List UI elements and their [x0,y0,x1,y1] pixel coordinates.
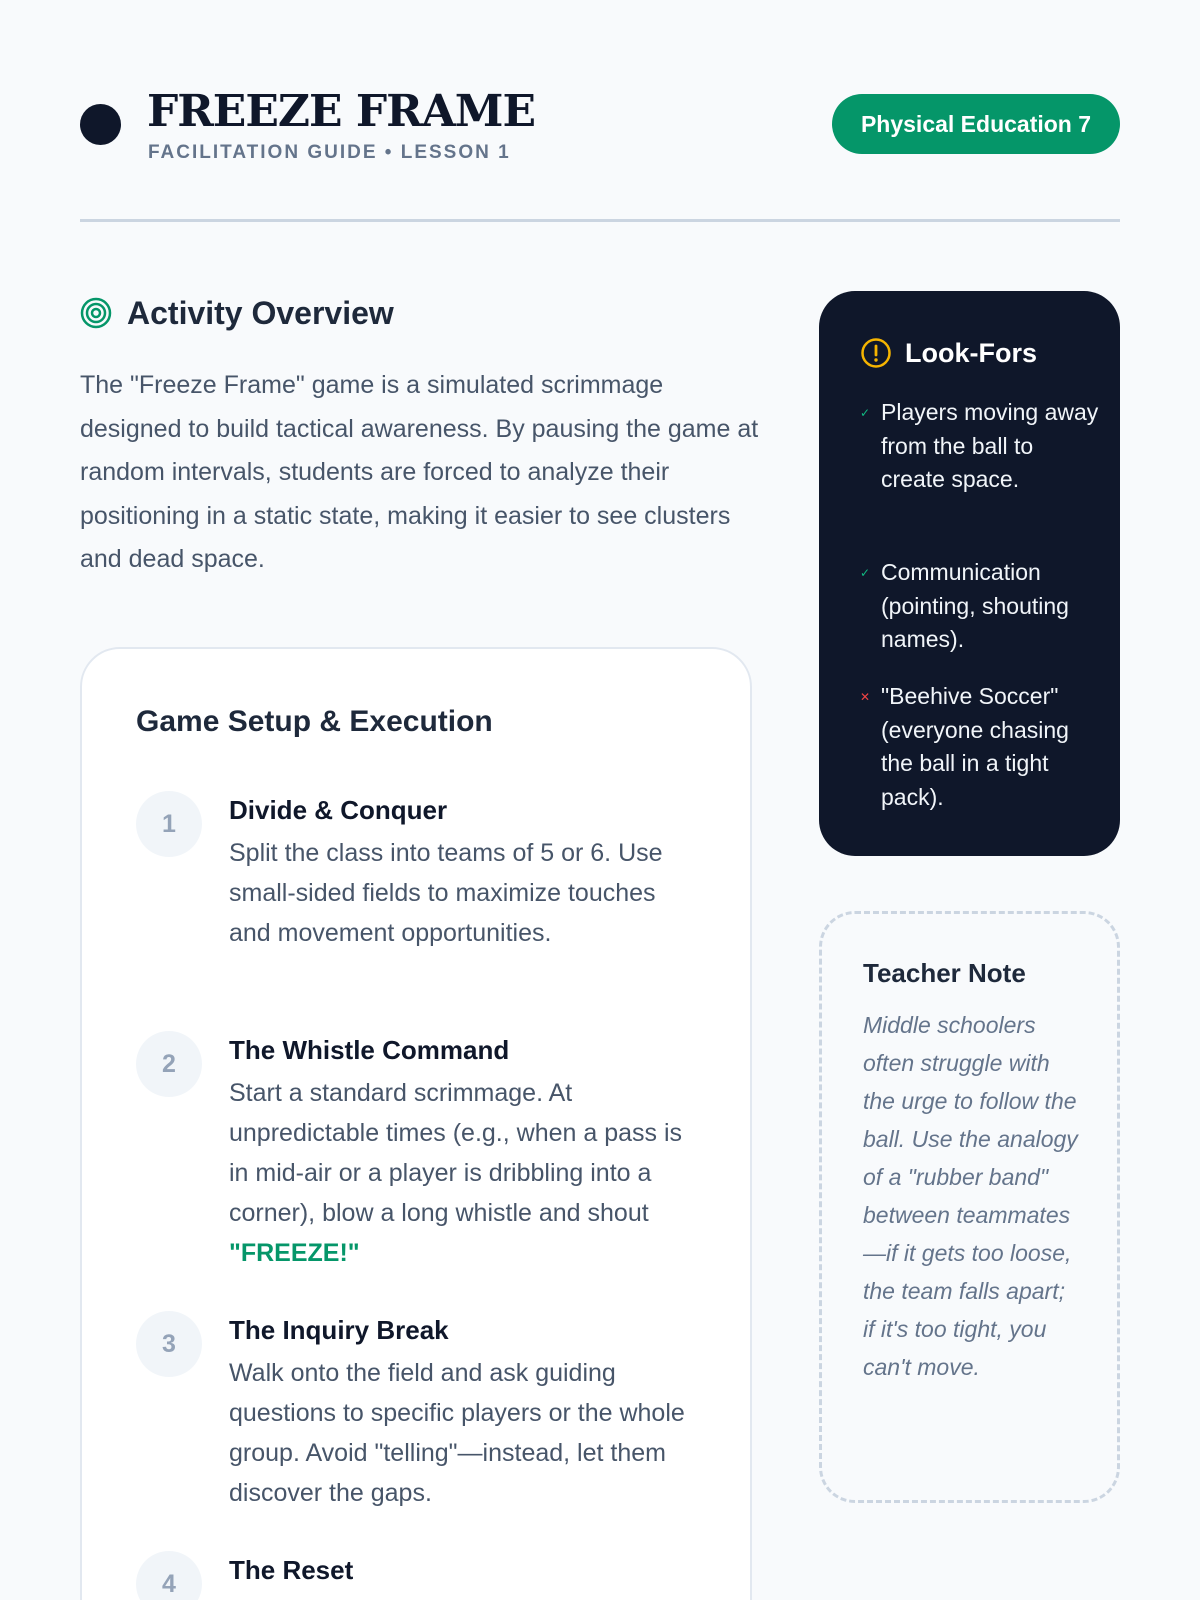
check-icon: ✓ [860,566,871,580]
page-subtitle: FACILITATION GUIDE • LESSON 1 [148,142,511,163]
freeze-callout: "FREEZE!" [229,1239,360,1267]
look-fors-panel [819,291,1120,856]
header-divider [80,219,1120,222]
teacher-note-card [819,911,1120,1503]
subject-badge: Physical Education 7 [832,94,1120,154]
look-for-text: Players moving away from the ball to create space. [881,399,1099,492]
step-number: 2 [136,1031,202,1097]
overview-title: Activity Overview [127,295,394,331]
page-header [80,86,1120,166]
step-title: Divide & Conquer [229,795,448,825]
setup-title: Game Setup & Execution [136,705,493,738]
game-setup-card [80,647,752,1600]
overview-text: The "Freeze Frame" game is a simulated scrimmage designed to build tactical awareness. By pausing the game at random intervals, students are forced to analyze their positioning in a static state, making it easier to see clusters and dead space. [80,371,759,573]
step-title: The Inquiry Break [229,1315,449,1345]
look-for-text: Communication (pointing, shouting names). [881,559,1069,652]
check-icon: ✓ [860,406,871,420]
step-body: Walk onto the field and ask guiding questions to specific players or the whole group. Avoid "telling"—instead, let them discover the gaps. [229,1359,685,1507]
cross-icon: ✕ [860,690,871,704]
look-fors-title: Look-Fors [905,338,1037,368]
step-title: The Whistle Command [229,1035,510,1065]
brand-dot [80,104,121,145]
page-title: FREEZE FRAME [147,86,536,137]
step-body [229,1073,689,1273]
step-number: 3 [136,1311,202,1377]
step-title: The Reset [229,1555,354,1585]
step-number: 1 [136,791,202,857]
target-icon [80,297,112,329]
step-body: Split the class into teams of 5 or 6. Use small-sided fields to maximize touches and movement opportunities. [229,839,663,947]
teacher-note-title: Teacher Note [863,958,1026,988]
step-number: 4 [136,1551,202,1600]
look-for-text: "Beehive Soccer" (everyone chasing the ball in a tight pack). [881,683,1069,810]
teacher-note-text: Middle schoolers often struggle with the urge to follow the ball. Use the analogy of a "rubber band" between teammates—if it gets too loose, the team falls apart; if it's too tight, you can't move. [863,1012,1078,1380]
alert-circle-icon [860,337,892,369]
step-body-text: Start a standard scrimmage. At unpredictable times (e.g., when a pass is in mid-air or a player is dribbling into a corner), blow a long whistle and shout [229,1079,683,1227]
